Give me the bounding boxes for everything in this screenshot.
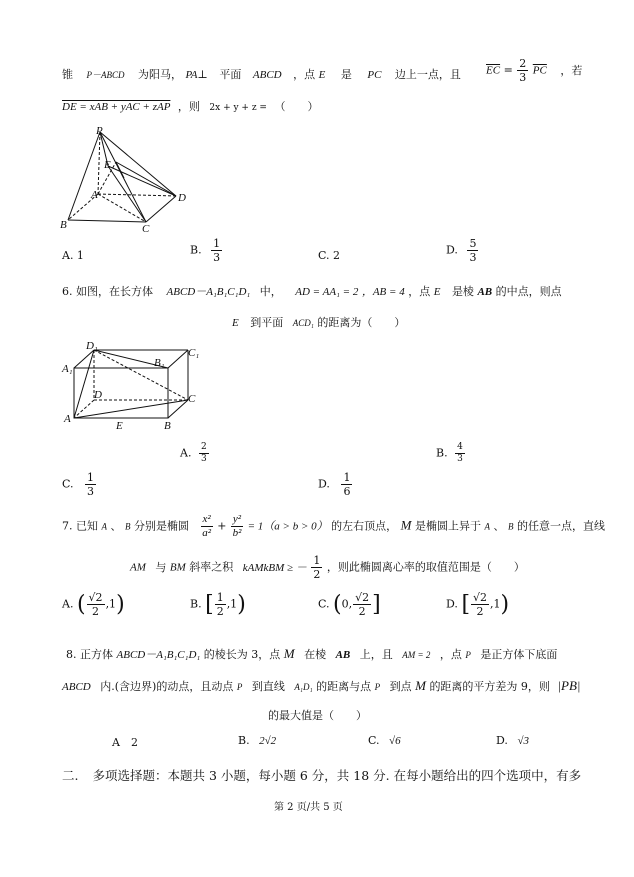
q8-option-d[interactable]: D. √3 (496, 734, 529, 747)
label-C: C (142, 223, 150, 234)
section-2-heading: 二. 多项选择题：本题共 3 小题，每小题 6 分，共 18 分. 在每小题给出的四个选项中，有多 (62, 768, 582, 783)
label-P: P (96, 125, 103, 137)
q8-line2: ABCD 内.(含边界)的动点，且动点 P 到直线 A₁D₁ 的距离与点 P 到点 M 的距离的平方差为 9，则 |PB| (62, 678, 581, 693)
q7-option-d[interactable]: D. [ $\frac{√2}{2}$ ,1) (446, 591, 510, 618)
q5-option-b[interactable]: B. $\frac{1}{3}$ (190, 237, 221, 264)
label-A: A (91, 189, 98, 201)
label-E: E (104, 159, 111, 171)
label-A: A (64, 413, 71, 425)
label-A1: A₁ (62, 363, 73, 375)
label-D: D (178, 192, 186, 204)
label-C1: C₁ (188, 347, 200, 359)
q6-option-d[interactable]: D. $\frac{1}{6}$ (318, 471, 351, 498)
q6-cuboid-figure (60, 340, 210, 436)
q8-line1: 8. 正方体 ABCD－A₁B₁C₁D₁ 的棱长为 3，点 M 在棱 AB 上，且 AM = 2 ，点 P 是正方体下底面 (66, 646, 558, 661)
q7-option-a[interactable]: A. ( $\frac{√2}{2}$ ,1) (62, 591, 125, 618)
q5-fraction: $\frac{2}{3}$ (519, 57, 527, 84)
q7-line2: AM 与 BM 斜率之积 kAMkBM ≥ － $\frac{1}{2}$ ，则此椭圆离心率的取值范围是（ ） (130, 554, 525, 581)
q6-option-a[interactable]: A. $\frac{2}{3}$ (180, 442, 207, 464)
q5-line1: 锥 P－ABCD 为阳马， PA⊥ 平面 ABCD ，点 E 是 PC 边上一点，且 (62, 68, 461, 81)
q7-option-c[interactable]: C. (0, $\frac{√2}{2}$ ] (318, 591, 381, 618)
label-B1: B₁ (154, 357, 165, 369)
label-C: C (188, 393, 196, 405)
q5-line2: DE = xAB + yAC + zAP ，则 2x + y + z = （ ） (62, 100, 319, 113)
q6-option-b[interactable]: B. $\frac{4}{3}$ (436, 442, 463, 464)
q6-option-c[interactable]: C. $\frac{1}{3}$ (62, 471, 95, 498)
label-D: D (94, 389, 102, 401)
q8-line3: 的最大值是（ ） (268, 709, 367, 722)
page-footer: 第 2 页/共 5 页 (274, 802, 343, 813)
q5-option-d[interactable]: D. $\frac{5}{3}$ (446, 237, 477, 264)
q6-line2: E 到平面 ACD₁ 的距离为（ ） (232, 316, 406, 329)
q8-option-b[interactable]: B. 2√2 (238, 734, 277, 747)
q5-option-c[interactable]: C. 2 (318, 249, 341, 262)
q8-option-a[interactable]: A 2 (112, 736, 138, 749)
q5-option-a[interactable]: A. 1 (62, 249, 84, 262)
q8-option-c[interactable]: C. √6 (368, 734, 401, 747)
label-D1: D₁ (86, 340, 98, 352)
q7-option-b[interactable]: B. [ $\frac{1}{2}$ ,1) (190, 591, 246, 618)
label-E: E (116, 420, 123, 432)
q7-line1: 7. 已知 A 、 B 分别是椭圆 $\frac{\text{x²}}{\text{a²}}$ + $\frac{\text{y²}}{\text{b²}}$ = 1（a > b > 0） 的左右顶点， M 是椭圆上异于 A 、 B 的任意一点，直线 (62, 513, 605, 539)
label-B: B (60, 219, 67, 231)
label-B: B (164, 420, 171, 432)
q5-vector-condition: $\overline{EC}$ = $\frac{2}{3}$ $\overline{PC}$ ，若 (486, 57, 583, 84)
q5-pyramid-figure (58, 124, 198, 234)
q6-line1: 6. 如图，在长方体 ABCD－A₁B₁C₁D₁ 中， AD = AA₁ = 2 ，AB = 4 ，点 E 是棱 AB 的中点，则点 (62, 285, 562, 298)
